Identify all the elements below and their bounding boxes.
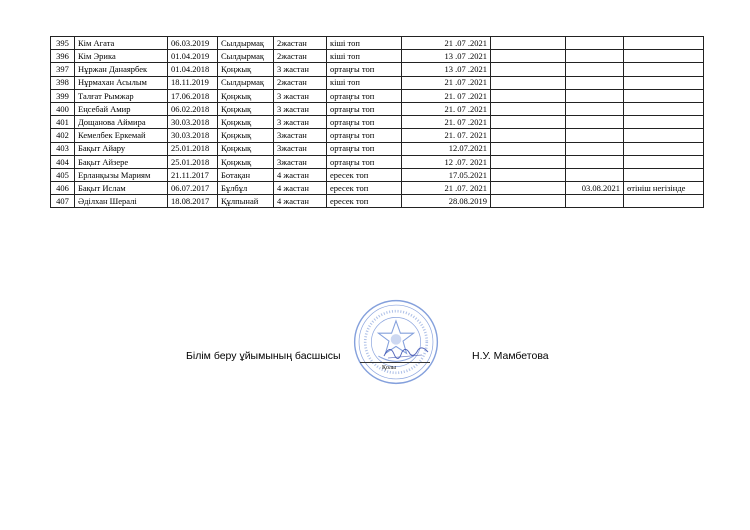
age-group: 3жастан: [274, 155, 327, 168]
child-name: Нұржан Данаярбек: [75, 63, 168, 76]
enrollment-date: 17.05.2021: [402, 168, 491, 181]
departure-reason: [624, 89, 704, 102]
departure-reason: [624, 129, 704, 142]
age-group: 2жастан: [274, 50, 327, 63]
table-row: [51, 76, 704, 89]
departure-reason: [624, 168, 704, 181]
departure-date: 03.08.2021: [566, 182, 624, 195]
age-group: 2жастан: [274, 37, 327, 50]
group-level: ортаңғы топ: [327, 155, 402, 168]
child-name: Талғат Рымжар: [75, 89, 168, 102]
row-number: 400: [51, 102, 75, 115]
empty-cell: [491, 50, 566, 63]
age-group: 3 жастан: [274, 102, 327, 115]
departure-date: [566, 89, 624, 102]
table-row: [51, 50, 704, 63]
table-row: [51, 182, 704, 195]
birth-date: 25.01.2018: [168, 142, 218, 155]
enrollment-date: 21 .07 .2021: [402, 37, 491, 50]
birth-date: 21.11.2017: [168, 168, 218, 181]
row-number: 404: [51, 155, 75, 168]
empty-cell: [491, 142, 566, 155]
child-name: Бақыт Айзере: [75, 155, 168, 168]
enrollment-date: 21. 07 .2021: [402, 116, 491, 129]
group-name: Қоңжық: [218, 102, 274, 115]
birth-date: 06.02.2018: [168, 102, 218, 115]
departure-date: [566, 142, 624, 155]
group-name: Қоңжық: [218, 155, 274, 168]
enrollment-date: 28.08.2019: [402, 195, 491, 208]
table-row: [51, 89, 704, 102]
row-number: 395: [51, 37, 75, 50]
empty-cell: [491, 63, 566, 76]
table-row: [51, 168, 704, 181]
empty-cell: [491, 37, 566, 50]
table-row: [51, 155, 704, 168]
birth-date: 06.03.2019: [168, 37, 218, 50]
child-name: Еңсебай Амир: [75, 102, 168, 115]
age-group: 4 жастан: [274, 182, 327, 195]
birth-date: 30.03.2018: [168, 116, 218, 129]
table-row: [51, 195, 704, 208]
birth-date: 25.01.2018: [168, 155, 218, 168]
departure-date: [566, 102, 624, 115]
enrollment-date: 21 .07 .2021: [402, 76, 491, 89]
empty-cell: [491, 195, 566, 208]
group-name: Құлпынай: [218, 195, 274, 208]
group-level: ортаңғы топ: [327, 142, 402, 155]
age-group: 2жастан: [274, 76, 327, 89]
age-group: 4 жастан: [274, 168, 327, 181]
group-level: кіші топ: [327, 76, 402, 89]
row-number: 398: [51, 76, 75, 89]
departure-date: [566, 195, 624, 208]
row-number: 399: [51, 89, 75, 102]
group-level: ортаңғы топ: [327, 89, 402, 102]
child-name: Бақыт Айару: [75, 142, 168, 155]
departure-date: [566, 76, 624, 89]
enrollment-date: 21. 07 .2021: [402, 102, 491, 115]
birth-date: 18.11.2019: [168, 76, 218, 89]
departure-date: [566, 129, 624, 142]
group-name: Қоңжық: [218, 63, 274, 76]
birth-date: 01.04.2019: [168, 50, 218, 63]
enrollment-date: 21. 07 .2021: [402, 89, 491, 102]
departure-reason: [624, 76, 704, 89]
enrollment-date: 21 .07. 2021: [402, 182, 491, 195]
group-level: ересек топ: [327, 168, 402, 181]
departure-reason: [624, 116, 704, 129]
child-name: Ерланқызы Мариям: [75, 168, 168, 181]
row-number: 401: [51, 116, 75, 129]
group-name: Сылдырмақ: [218, 76, 274, 89]
birth-date: 06.07.2017: [168, 182, 218, 195]
child-name: Әділхан Шералі: [75, 195, 168, 208]
group-name: Қоңжық: [218, 129, 274, 142]
birth-date: 30.03.2018: [168, 129, 218, 142]
enrollment-date: 13 .07 .2021: [402, 63, 491, 76]
enrollment-date: 12 .07. 2021: [402, 155, 491, 168]
group-level: кіші топ: [327, 50, 402, 63]
age-group: 3 жастан: [274, 116, 327, 129]
departure-date: [566, 168, 624, 181]
child-name: Бақыт Ислам: [75, 182, 168, 195]
group-level: ортаңғы топ: [327, 102, 402, 115]
departure-reason: [624, 142, 704, 155]
departure-reason: өтініш негізінде: [624, 182, 704, 195]
empty-cell: [491, 76, 566, 89]
age-group: 3жастан: [274, 142, 327, 155]
empty-cell: [491, 182, 566, 195]
departure-reason: [624, 37, 704, 50]
enrollment-date: 13 .07 .2021: [402, 50, 491, 63]
age-group: 4 жастан: [274, 195, 327, 208]
empty-cell: [491, 116, 566, 129]
row-number: 406: [51, 182, 75, 195]
group-level: ортаңғы топ: [327, 116, 402, 129]
signature-line: [360, 362, 430, 363]
group-level: ересек топ: [327, 182, 402, 195]
birth-date: 17.06.2018: [168, 89, 218, 102]
enrollment-date: 12.07.2021: [402, 142, 491, 155]
roster-body: [51, 37, 704, 208]
table-row: [51, 142, 704, 155]
row-number: 397: [51, 63, 75, 76]
group-name: Ботақан: [218, 168, 274, 181]
row-number: 407: [51, 195, 75, 208]
group-level: кіші топ: [327, 37, 402, 50]
group-name: Бұлбұл: [218, 182, 274, 195]
handwritten-signature-icon: [382, 342, 430, 362]
departure-reason: [624, 195, 704, 208]
age-group: 3 жастан: [274, 63, 327, 76]
signature-label: Қолы: [382, 365, 396, 371]
group-name: Қоңжық: [218, 116, 274, 129]
age-group: 3 жастан: [274, 89, 327, 102]
table-row: [51, 37, 704, 50]
child-name: Нұрмахан Асылым: [75, 76, 168, 89]
children-roster-table: [50, 36, 704, 208]
child-name: Дощанова Аймира: [75, 116, 168, 129]
departure-reason: [624, 63, 704, 76]
departure-date: [566, 37, 624, 50]
table-row: [51, 102, 704, 115]
group-name: Сылдырмақ: [218, 37, 274, 50]
empty-cell: [491, 102, 566, 115]
group-level: ересек топ: [327, 195, 402, 208]
child-name: Кемелбек Еркемай: [75, 129, 168, 142]
departure-date: [566, 63, 624, 76]
row-number: 402: [51, 129, 75, 142]
head-title: Білім беру ұйымының басшысы: [186, 350, 341, 362]
empty-cell: [491, 89, 566, 102]
age-group: 3жастан: [274, 129, 327, 142]
group-name: Қоңжық: [218, 142, 274, 155]
empty-cell: [491, 155, 566, 168]
table-row: [51, 63, 704, 76]
table-row: [51, 129, 704, 142]
departure-date: [566, 116, 624, 129]
group-name: Қоңжық: [218, 89, 274, 102]
departure-date: [566, 155, 624, 168]
empty-cell: [491, 129, 566, 142]
row-number: 396: [51, 50, 75, 63]
empty-cell: [491, 168, 566, 181]
birth-date: 18.08.2017: [168, 195, 218, 208]
departure-date: [566, 50, 624, 63]
group-level: ортаңғы топ: [327, 129, 402, 142]
enrollment-date: 21. 07. 2021: [402, 129, 491, 142]
departure-reason: [624, 50, 704, 63]
birth-date: 01.04.2018: [168, 63, 218, 76]
signatory-name: Н.У. Мамбетова: [472, 350, 549, 362]
group-name: Сылдырмақ: [218, 50, 274, 63]
departure-reason: [624, 102, 704, 115]
row-number: 405: [51, 168, 75, 181]
row-number: 403: [51, 142, 75, 155]
child-name: Кім Эрика: [75, 50, 168, 63]
departure-reason: [624, 155, 704, 168]
group-level: ортаңғы топ: [327, 63, 402, 76]
table-row: [51, 116, 704, 129]
child-name: Кім Агата: [75, 37, 168, 50]
